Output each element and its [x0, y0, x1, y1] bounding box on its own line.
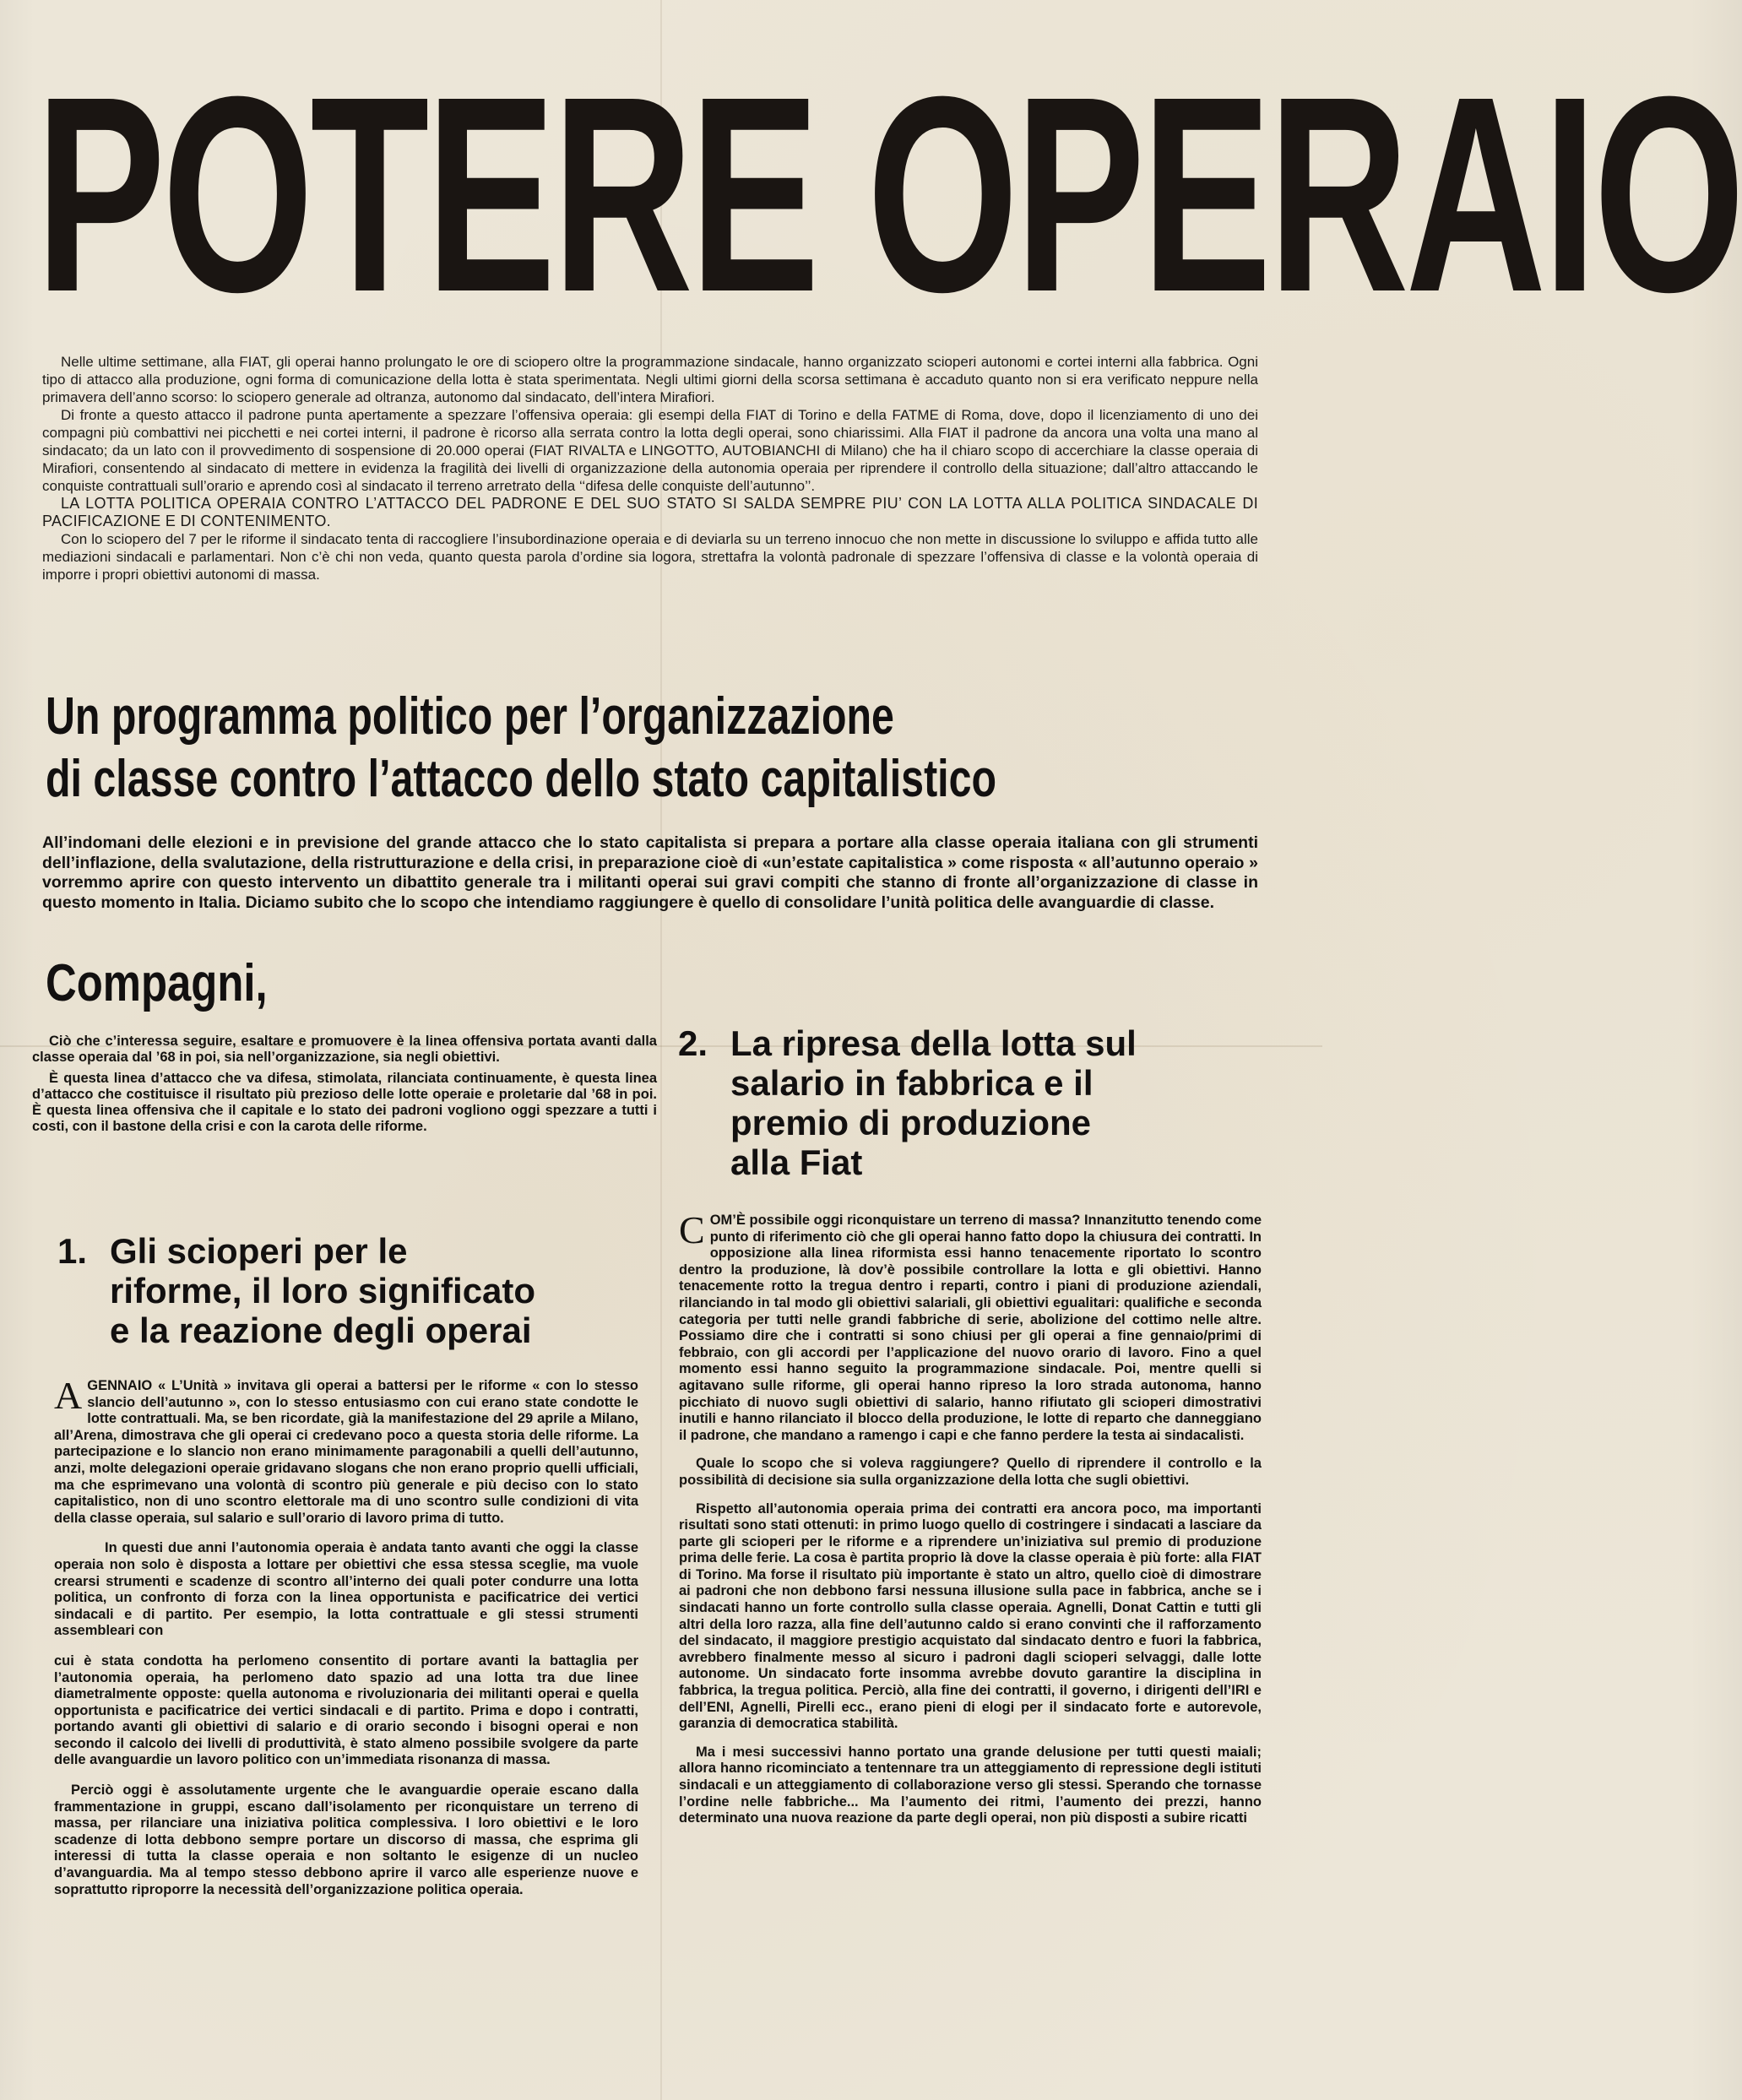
masthead-title: [35, 38, 1742, 350]
intro-text: [42, 353, 1258, 583]
intro-capitals-statement: LA LOTTA POLITICA OPERAIA CONTRO L’ATTACCO DEL PADRONE E DEL SUO STATO SI SALDA SEMPRE PIU’ CON LA LOTTA ALLA POLITICA SINDACALE DI PACIFICAZIONE E DI CONTENIMENTO.: [42, 495, 1258, 529]
section-2-body: [679, 1208, 1262, 1827]
section-2-paragraph: Ma i mesi successivi hanno portato una grande delusione per tutti questi maiali; allora hanno ricominciato a tentennare tra un atteggiamento di repressione degli istituti sindacali e un atteggiamento di collaborazione verso gli stessi. Sperando che tornasse l’ordine nelle fabbriche... Ma l’aumento dei ritmi, l’aumento dei prezzi, hanno determinato una nuova reazione da parte degli operai, non più disposti a subire ricatti: [679, 1744, 1262, 1826]
compagni-paragraph: È questa linea d’attacco che va difesa, stimolata, rilanciata continuamente, è questa linea d’attacco che costituisce il risultato più prezioso delle lotte operaie e proletarie dal ’68 in poi. È questa linea offensiva che il capitale e lo stato dei padroni vogliono oggi spezzare a tutti i costi, con il bastone della crisi e con la carota delle riforme.: [32, 1071, 657, 1134]
section-1-number: 1.: [57, 1231, 88, 1271]
section-2-title-line: salario in fabbrica e il: [730, 1063, 1093, 1103]
section-1-title-line: Gli scioperi per le: [110, 1231, 408, 1271]
section-2-paragraph: Rispetto all’autonomia operaia prima dei contratti era ancora poco, ma importanti risultati sono stati ottenuti: in primo luogo quello di costringere i sindacati a lasciare da parte gli scioperi per le riforme e a riprendere un’iniziativa sul premio di produzione prima delle ferie. La cosa è partita proprio là dove la classe operaia è più forte: alla FIAT di Torino. Ma forse il risultato più importante è stato un altro, quello cioè di dimostrare ai padroni che non debbono farsi nessuna illusione sulla pace in fabbrica, anche se i sindacati hanno un forte controllo sulla classe operaia. Agnelli, Donat Cattin e tutti gli altri della loro razza, alla fine dell’autunno caldo si erano convinti che il rafforzamento del sindacato, il maggiore prestigio acquistato dal sindacato dentro e fuori la fabbrica, avrebbero finalmente messo al sicuro i padroni dagli scioperi selvaggi, dalle lotte autonome. Un sindacato forte insomma avrebbe dovuto garantire la disciplina in fabbrica, la tregua politica. Perciò, alla fine dei contratti, il governo, i dirigenti dell’IRI e dell’ENI, Agnelli, Pirelli ecc., erano pieni di elogi per il sindacato forte e autorevole, garanzia di democratica stabilità.: [679, 1500, 1262, 1732]
main-headline-line: Un programma politico per l’organizzazione: [46, 687, 894, 746]
section-1-paragraph: Perciò oggi è assolutamente urgente che le avanguardie operaie escano dalla frammentazione in gruppi, escano dall’isolamento per riconquistare un terreno di massa, per rilanciare una iniziativa politica complessiva. I loro obiettivi e le loro scadenze di lotta debbono sempre portare un discorso di massa, che esprima gli interessi di tutta la classe operaia e non soltanto le esigenze di un nucleo d’avanguardia. Ma al tempo stesso debbono aprire il varco alle esperienze nuove e soprattutto riproporre la necessità dell’organizzazione politica operaia.: [54, 1783, 638, 1897]
compagni-heading: Compagni,: [46, 954, 268, 1012]
section-2-title-line: alla Fiat: [730, 1142, 863, 1182]
section-1-heading: [57, 1231, 535, 1350]
section-2-title-line: La ripresa della lotta sul: [730, 1023, 1137, 1063]
lede-paragraph: All’indomani delle elezioni e in previsione del grande attacco che lo stato capitalista si prepara a portare alla classe operaia italiana con gli strumenti dell’inflazione, della svalutazione, della ristrutturazione e della crisi, in preparazione cioè di «un’estate capitalistica » come risposta « all’autunno operaio » vorremmo aprire con questo intervento un dibattito generale tra i militanti operai sui gravi compiti che stanno di fronte all’organizzazione di classe in questo momento in Italia. Diciamo subito che lo scopo che intendiamo raggiungere è quello di consolidare l’unità politica delle avanguardie di classe.: [42, 833, 1258, 912]
drop-cap: A: [54, 1374, 83, 1417]
compagni-paragraph: Ciò che c’interessa seguire, esaltare e promuovere è la linea offensiva portata avanti dalla classe operaia dal ’68 in poi, sia nell’organizzazione, sia negli obiettivi.: [32, 1034, 657, 1065]
section-1-body: [54, 1374, 638, 1898]
main-headline: [46, 686, 1295, 811]
section-2-paragraph-text: OM’È possibile oggi riconquistare un terreno di massa? Innanzitutto tenendo come punto di riferimento ciò che gli operai hanno fatto dopo la chiusura dei contratti. In opposizione alla linea riformista essi hanno tenacemente riportato lo scontro dentro la produzione, là dov’è possibile controllare la lotta e gli obiettivi. Hanno tenacemente rotto la tregua dentro i reparti, contro i piani di produzione aziendali, rilanciando in tal modo gli obiettivi salariali, gli obiettivi egualitari: qualifiche e seconda categoria per tutti nelle grandi fabbriche di serie, abolizione del cottimo nelle altre. Possiamo dire che i contratti si sono chiusi per gli operai a fine gennaio/primi di febbraio, con gli accordi per l’applicazione del nuovo orario di lavoro. Fino a quel momento essi hanno seguito la programmazione sindacale. Poi, mentre quelli si agitavano sulle riforme, gli operai hanno ripreso la loro strada autonoma, hanno picchiato di nuovo sugli obiettivi di salario, hanno rifiutato gli scioperi dimostrativi inutili e hanno rilanciato il blocco della produzione, le lotte di reparto che danneggiano il padrone, che mandano a ramengo i capi e che fanno perdere la testa ai sindacalisti.: [679, 1213, 1262, 1443]
section-2-paragraph: Quale lo scopo che si voleva raggiungere? Quello di riprendere il controllo e la possibilità di decisione sia sulla organizzazione della lotta che sugli obiettivi.: [679, 1456, 1262, 1488]
compagni-text: [32, 1034, 657, 1135]
section-1-paragraph: cui è stata condotta ha perlomeno consentito di portare avanti la battaglia per l’autonomia operaia, ha perlomeno dato spazio ad una lotta tra due linee diametralmente opposte: quella autonoma e rivoluzionaria dei militanti operai e quella opportunista e pacificatrice dei vertici sindacali e di partito. Prima e dopo i contratti, portando avanti gli obiettivi di salario e di orario secondo i bisogni operai e non secondo il calcolo dei livelli di produttività, è stato almeno possibile svolgere da parte delle avanguardie un lavoro politico con un’immediata risonanza di massa.: [54, 1652, 638, 1768]
masthead-word-potere: POTERE: [35, 38, 817, 350]
drop-cap: C: [679, 1208, 705, 1251]
section-1-paragraph-text: GENNAIO « L’Unità » invitava gli operai a battersi per le riforme « con lo stesso slancio dell’autunno », con lo stesso entusiasmo con cui erano state condotte le lotte contrattuali. Ma, se ben ricordate, già la manifestazione del 29 aprile a Milano, all’Arena, dimostrava che gli operai ci credevano poco a questa storia delle riforme. La partecipazione e lo slancio non erano minimamente paragonabili a quelli dell’autunno, anzi, molte delegazioni operaie gridavano slogans che non erano proprio quelli ufficiali, ma che esprimevano una volontà di scontro più generale e più deciso con lo stato capitalistico, non di uno scontro elettorale ma di uno scontro sulle condizioni di vita della classe operaia, sul salario e sull’orario di lavoro prima di tutto.: [54, 1378, 638, 1526]
section-1-paragraph: [54, 1374, 638, 1527]
section-2-heading: [678, 1023, 1137, 1182]
intro-paragraph: Con lo sciopero del 7 per le riforme il sindacato tenta di raccogliere l’insubordinazione operaia e di deviarla su un terreno innocuo che non mette in discussione lo sviluppo e affida tutto alle mediazioni sindacali e parlamentari. Non c’è chi non veda, quanto questa parola d’ordine sia logora, strettafra la volontà padronale di spezzare l’offensiva di classe e la volontà operaia di imporre i propri obiettivi autonomi di massa.: [42, 531, 1258, 583]
section-2-paragraph: [679, 1208, 1262, 1444]
section-1-title-line: riforme, il loro significato: [110, 1271, 536, 1310]
main-headline-line: di classe contro l’attacco dello stato capitalistico: [46, 750, 997, 808]
intro-paragraph: Di fronte a questo attacco il padrone punta apertamente a spezzare l’offensiva operaia: gli esempi della FIAT di Torino e della FATME di Roma, dove, dopo il licenziamento di uno dei compagni più combattivi nei picchetti e nei cortei interni, il padrone è ricorso alla serrata contro la lotta degli operai, sono chiarissimi. Alla FIAT il padrone da ancora una volta una mano al sindacato; da un lato con il provvedimento di sospensione di 20.000 operai (FIAT RIVALTA e LINGOTTO, AUTOBIANCHI di Milano) che ha il chiaro scopo di accerchiare la classe operaia di Mirafiori, consentendo al sindacato di mettere in evidenza la fragilità dei livelli di organizzazione della autonomia operaia per riprendere il controllo della situazione; dall’altro attaccando le conquiste contrattuali sull’orario e aprendo così al sindacato il terreno arretrato della ‘‘difesa delle conquiste dell’autunno’’.: [42, 407, 1258, 494]
intro-paragraph: Nelle ultime settimane, alla FIAT, gli operai hanno prolungato le ore di sciopero oltre la programmazione sindacale, hanno organizzato scioperi autonomi e cortei interni alla fabbrica. Ogni tipo di attacco alla produzione, ogni forma di comunicazione della lotta è stata sperimentata. Negli ultimi giorni della scorsa settimana è accaduto quanto non si era verificato neppure nella primavera dell’anno scorso: lo sciopero generale ad oltranza, autonomo dal sindacato, dell’intera Mirafiori.: [42, 354, 1258, 405]
section-2-title-line: premio di produzione: [730, 1103, 1091, 1142]
masthead-word-operaio: OPERAIO: [866, 38, 1742, 350]
section-2-number: 2.: [678, 1023, 708, 1063]
section-1-title-line: e la reazione degli operai: [110, 1310, 532, 1350]
section-1-paragraph: In questi due anni l’autonomia operaia è andata tanto avanti che oggi la classe operaia non solo è disposta a lottare per obiettivi che essa stessa sceglie, ma vuole crearsi strumenti e scadenze di scontro all’interno dei quali poter condurre una lotta politica, un confronto di forza con la linea opportunista e pacificatrice dei vertici sindacali e di partito. Per esempio, la lotta contrattuale e gli stessi strumenti assembleari con: [54, 1540, 638, 1639]
